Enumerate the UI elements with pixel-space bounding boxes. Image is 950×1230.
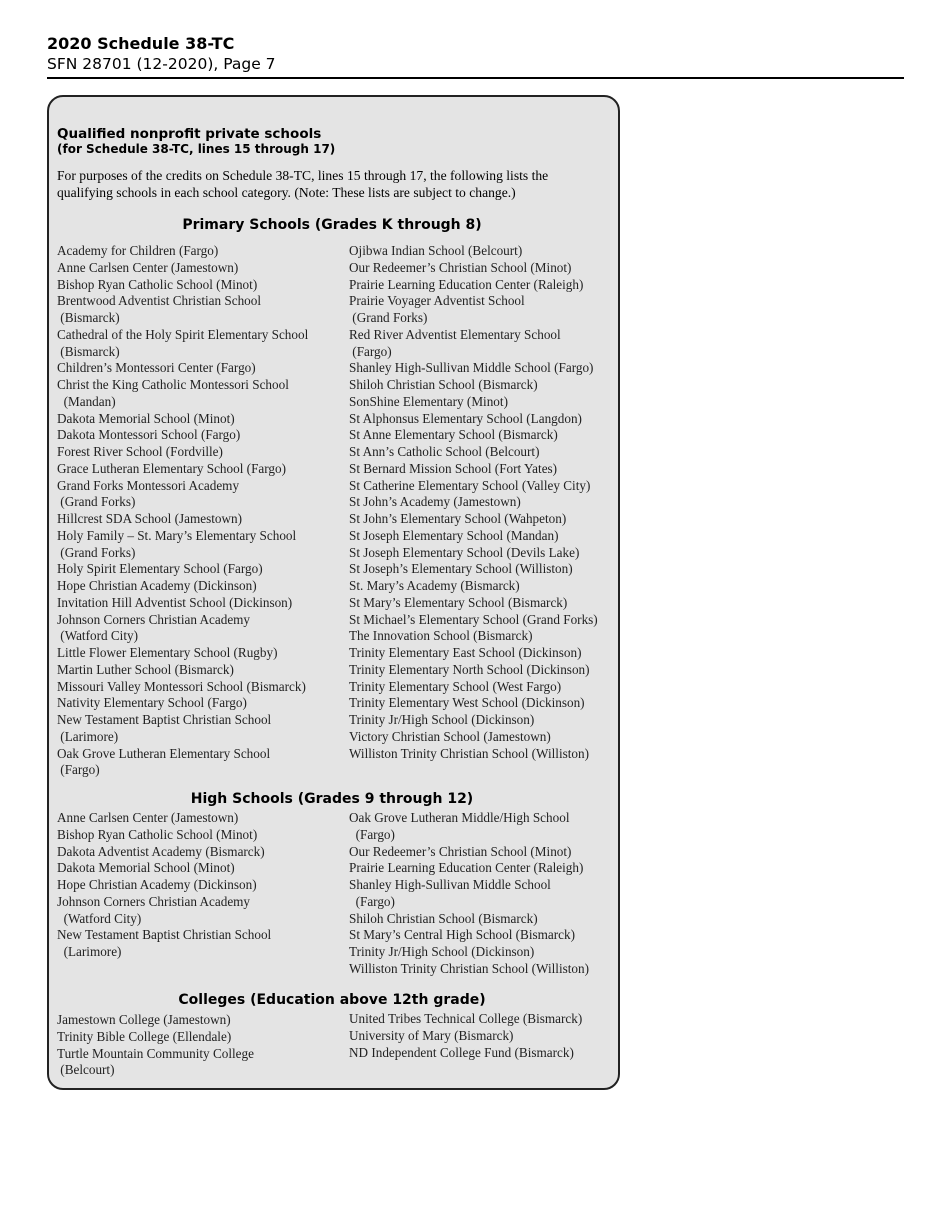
school-list-item: Trinity Jr/High School (Dickinson) [349, 944, 535, 959]
school-list-item: (Watford City) [57, 910, 142, 926]
school-list-item: Trinity Jr/High School (Dickinson) [349, 712, 535, 727]
school-list-item: St Bernard Mission School (Fort Yates) [349, 460, 558, 476]
school-list-item: St John’s Elementary School (Wahpeton) [349, 511, 567, 526]
primary-list-left [57, 243, 308, 779]
school-list-item: University of Mary (Bismarck) [349, 1027, 514, 1043]
school-list-item: (Fargo) [349, 826, 395, 842]
high-list-left [57, 810, 271, 961]
form-subtitle: SFN 28701 (12-2020), Page 7 [47, 55, 276, 73]
school-list-item: Dakota Memorial School (Minot) [57, 410, 235, 426]
school-list-item: (Watford City) [57, 628, 138, 644]
school-list-item: Little Flower Elementary School (Rugby) [57, 645, 278, 660]
school-list-item: Turtle Mountain Community College [57, 1045, 254, 1061]
school-list-item: St John’s Academy (Jamestown) [349, 494, 521, 510]
school-list-item: (Fargo) [57, 762, 100, 778]
school-list-item: ND Independent College Fund (Bismarck) [349, 1044, 574, 1060]
colleges-heading: Colleges (Education above 12th grade) [178, 992, 486, 1008]
school-list-item: Anne Carlsen Center (Jamestown) [57, 259, 239, 275]
school-list-item: Prairie Voyager Adventist School [349, 293, 525, 309]
school-list-item: Children’s Montessori Center (Fargo) [57, 360, 256, 376]
school-list-item: Hillcrest SDA School (Jamestown) [57, 511, 242, 526]
school-list-item: (Mandan) [57, 393, 116, 409]
school-list-item: Prairie Learning Education Center (Raleigh) [349, 276, 584, 292]
school-list-item: Johnson Corners Christian Academy [57, 893, 251, 909]
school-list-item: (Fargo) [349, 893, 395, 909]
school-list-item: St Mary’s Central High School (Bismarck) [349, 927, 575, 943]
school-list-item: (Larimore) [57, 728, 119, 744]
school-list-item: (Bismarck) [57, 310, 120, 325]
school-list-item: (Bismarck) [57, 343, 120, 359]
school-list-item: St Mary’s Elementary School (Bismarck) [349, 594, 568, 610]
school-list-item: St Joseph Elementary School (Mandan) [349, 527, 559, 543]
school-list-item: Academy for Children (Fargo) [57, 243, 219, 258]
form-title: 2020 Schedule 38-TC [47, 34, 235, 53]
colleges-list-left [57, 1012, 254, 1079]
school-list-item: Victory Christian School (Jamestown) [349, 728, 551, 744]
intro-line: For purposes of the credits on Schedule 38-TC, lines 15 through 17, the following lists the [57, 168, 549, 183]
school-list-item: St. Mary’s Academy (Bismarck) [349, 578, 520, 593]
school-list-item: Dakota Montessori School (Fargo) [57, 427, 241, 443]
primary-list-right [349, 243, 598, 762]
section-intro [57, 168, 597, 201]
school-list-item: St Michael’s Elementary School (Grand Forks) [349, 611, 598, 627]
school-list-item: (Grand Forks) [57, 544, 136, 560]
school-list-item: Bishop Ryan Catholic School (Minot) [57, 276, 258, 292]
school-list-item: Oak Grove Lutheran Middle/High School [349, 810, 570, 825]
school-list-item: St Anne Elementary School (Bismarck) [349, 427, 558, 443]
school-list-item: Dakota Adventist Academy (Bismarck) [57, 843, 265, 859]
school-list-item: Trinity Elementary School (West Fargo) [349, 678, 562, 694]
school-list-item: Williston Trinity Christian School (Williston) [349, 745, 589, 761]
high-list-right [349, 810, 589, 978]
school-list-item: Missouri Valley Montessori School (Bismarck) [57, 678, 306, 694]
school-list-item: SonShine Elementary (Minot) [349, 393, 508, 409]
school-list-item: (Larimore) [57, 944, 122, 959]
school-list-item: Trinity Elementary North School (Dickinson) [349, 661, 590, 677]
school-list-item: Brentwood Adventist Christian School [57, 293, 262, 309]
school-list-item: Shanley High-Sullivan Middle School (Fargo) [349, 360, 594, 376]
school-list-item: Red River Adventist Elementary School [349, 326, 561, 342]
school-list-item: Ojibwa Indian School (Belcourt) [349, 243, 523, 258]
section-subtitle: (for Schedule 38-TC, lines 15 through 17) [57, 142, 336, 156]
school-list-item: Hope Christian Academy (Dickinson) [57, 877, 257, 892]
section-title: Qualified nonprofit private schools [57, 126, 322, 142]
school-list-item: Anne Carlsen Center (Jamestown) [57, 810, 239, 825]
school-list-item: Dakota Memorial School (Minot) [57, 860, 235, 876]
school-list-item: Shanley High-Sullivan Middle School [349, 877, 551, 892]
school-list-item: Trinity Bible College (Ellendale) [57, 1028, 232, 1044]
colleges-list-right [349, 1011, 582, 1061]
school-list-item: St Alphonsus Elementary School (Langdon) [349, 410, 582, 426]
school-list-item: Williston Trinity Christian School (Williston) [349, 960, 589, 976]
primary-heading: Primary Schools (Grades K through 8) [182, 217, 482, 233]
high-heading: High Schools (Grades 9 through 12) [190, 791, 474, 807]
school-list-item: Holy Family – St. Mary’s Elementary School [57, 527, 297, 543]
school-list-item: Grace Lutheran Elementary School (Fargo) [57, 460, 286, 476]
school-list-item: Cathedral of the Holy Spirit Elementary School [57, 326, 309, 342]
school-list-item: (Grand Forks) [349, 310, 428, 325]
school-list-item: Shiloh Christian School (Bismarck) [349, 377, 538, 392]
school-list-item: Nativity Elementary School (Fargo) [57, 695, 247, 711]
school-list-item: Our Redeemer’s Christian School (Minot) [349, 259, 572, 275]
school-list-item: Christ the King Catholic Montessori School [57, 377, 289, 392]
school-list-item: Shiloh Christian School (Bismarck) [349, 910, 538, 926]
school-list-item: Our Redeemer’s Christian School (Minot) [349, 843, 572, 859]
school-list-item: St Joseph Elementary School (Devils Lake) [349, 544, 580, 560]
school-list-item: Grand Forks Montessori Academy [57, 477, 240, 493]
school-list-item: Invitation Hill Adventist School (Dickinson) [57, 594, 293, 610]
school-list-item: Trinity Elementary West School (Dickinson) [349, 695, 585, 711]
school-list-item: Prairie Learning Education Center (Raleigh) [349, 860, 584, 876]
school-list-item: Trinity Elementary East School (Dickinson) [349, 645, 582, 660]
school-list-item: Martin Luther School (Bismarck) [57, 661, 234, 677]
intro-line: qualifying schools in each school category. (Note: These lists are subject to change.) [57, 184, 516, 200]
school-list-item: Jamestown College (Jamestown) [57, 1012, 231, 1027]
school-list-item: Oak Grove Lutheran Elementary School [57, 745, 271, 761]
school-list-item: (Belcourt) [57, 1062, 115, 1078]
school-list-item: Bishop Ryan Catholic School (Minot) [57, 826, 258, 842]
header-rule [47, 77, 904, 79]
school-list-item: Forest River School (Fordville) [57, 444, 223, 459]
school-list-item: St Ann’s Catholic School (Belcourt) [349, 444, 540, 459]
school-list-item: St Catherine Elementary School (Valley City) [349, 477, 591, 493]
school-list-item: Hope Christian Academy (Dickinson) [57, 578, 257, 593]
school-list-item: (Fargo) [349, 343, 392, 359]
school-list-item: Johnson Corners Christian Academy [57, 611, 251, 627]
school-list-item: United Tribes Technical College (Bismarck) [349, 1011, 583, 1026]
school-list-item: New Testament Baptist Christian School [57, 927, 272, 943]
school-list-item: (Grand Forks) [57, 494, 136, 510]
school-list-item: The Innovation School (Bismarck) [349, 628, 533, 644]
school-list-item: New Testament Baptist Christian School [57, 712, 272, 727]
school-list-item: Holy Spirit Elementary School (Fargo) [57, 561, 263, 577]
school-list-item: St Joseph’s Elementary School (Williston) [349, 561, 573, 577]
